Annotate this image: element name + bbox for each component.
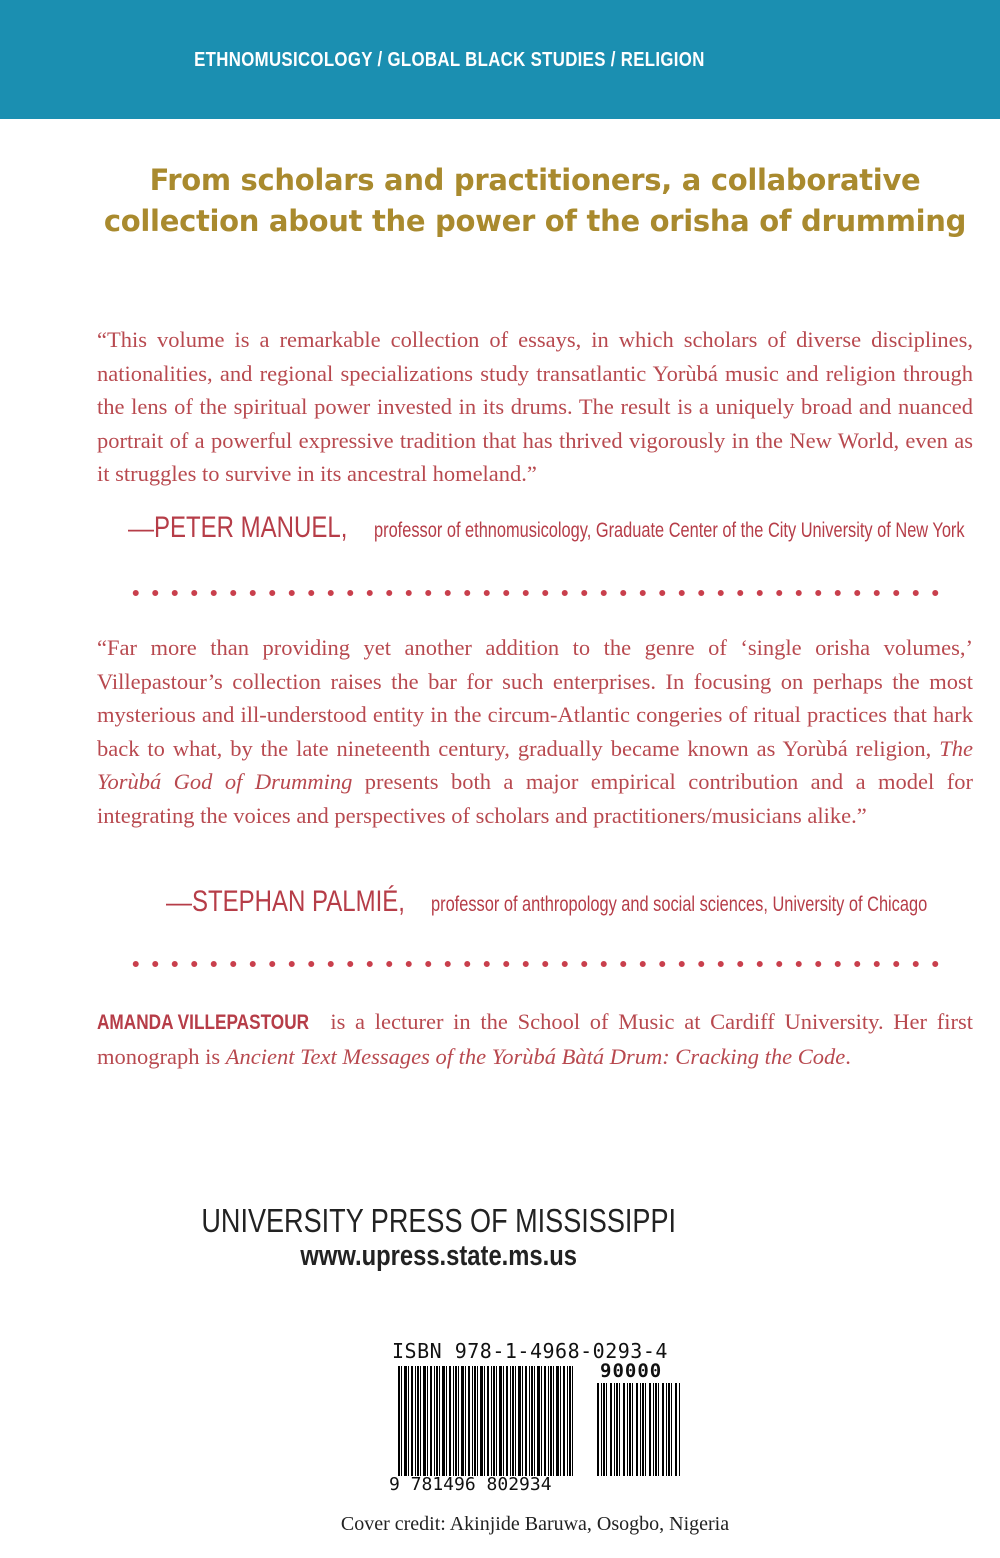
endorser-affiliation: professor of ethnomusicology, Graduate Center of the City University of New York: [374, 519, 965, 542]
category-label: ETHNOMUSICOLOGY / GLOBAL BLACK STUDIES / RELIGION: [194, 49, 705, 71]
endorser-name: PETER MANUEL,: [154, 511, 348, 544]
endorser-affiliation: professor of anthropology and social sciences, University of Chicago: [430, 893, 927, 916]
tagline-line-2: collection about the power of the orisha of drumming: [103, 204, 967, 238]
bio-text: is a lecturer in the School of Music at Cardiff University. Her first monograph is: [97, 1009, 973, 1069]
endorser-name: STEPHAN PALMIÉ,: [192, 885, 405, 918]
cover-credit: Cover credit: Akinjide Baruwa, Osogbo, Nigeria: [340, 1513, 730, 1535]
dotted-divider: [126, 960, 946, 968]
attribution-dash: —: [128, 513, 154, 543]
publisher-website: www.upress.state.ms.us: [300, 1240, 578, 1272]
endorsement-quote-2: [97, 631, 973, 833]
tagline-line-1: From scholars and practitioners, a collaborative: [149, 163, 921, 197]
author-name: AMANDA VILLEPASTOUR: [97, 1011, 310, 1034]
endorsement-attribution-1: [128, 511, 1000, 545]
endorsement-quote-1: “This volume is a remarkable collection of essays, in which scholars of diverse disciplines, nationalities, and regional specializations study transatlantic Yorùbá music and religion through the lens of the spiritual power invested in its drums. The result is a uniquely broad and nuanced portrait of a powerful expressive tradition that has thrived vigorously in the New World, even as it struggles to survive in its ancestral homeland.”: [97, 327, 973, 487]
publisher-name: UNIVERSITY PRESS OF MISSISSIPPI: [201, 1202, 677, 1239]
category-band: [0, 0, 1000, 119]
previous-book-title: Ancient Text Messages of the Yorùbá Bàtá Drum: Cracking the Code: [225, 1043, 846, 1069]
author-bio: [97, 1005, 973, 1073]
dotted-divider: [126, 589, 946, 597]
attribution-dash: —: [166, 887, 192, 917]
book-title: The Yorùbá God of Drumming: [97, 735, 973, 795]
isbn-label: ISBN 978-1-4968-0293-4: [392, 1339, 668, 1363]
barcode: [398, 1366, 574, 1476]
tagline: [100, 160, 970, 242]
bio-end: .: [845, 1043, 851, 1069]
quote-text: presents both a major empirical contribution and a model for integrating the voices and perspectives of scholars and practitioners/musicians alike.”: [97, 769, 973, 828]
barcode-addon: [597, 1383, 681, 1476]
barcode-digits: 9 781496 802934: [389, 1474, 552, 1495]
quote-text: “Far more than providing yet another addition to the genre of ‘single orisha volumes,’ Villepastour’s collection raises the bar for such enterprises. In focusing on perhaps the most mysterious and ill-understood entity in the circum-Atlantic congeries of ritual practices that hark back to what, by the late nineteenth century, gradually became known as Yorùbá religion,: [97, 635, 973, 761]
barcode-addon-number: 90000: [600, 1360, 663, 1382]
endorsement-attribution-2: [166, 885, 1000, 919]
